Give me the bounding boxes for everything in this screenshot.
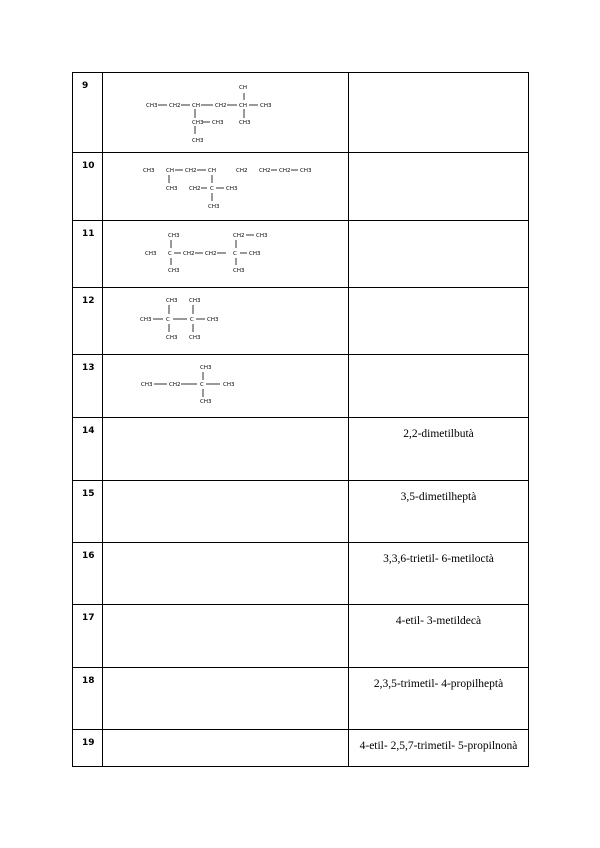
atom: CH2	[236, 168, 248, 174]
table-row	[73, 605, 529, 668]
atom: CH	[208, 168, 216, 174]
formula-cell	[103, 668, 349, 730]
row-number-cell	[73, 543, 103, 605]
atom: CH3	[256, 233, 268, 239]
atom: CH3	[208, 204, 220, 210]
table-row	[73, 418, 529, 481]
compound-name	[349, 221, 528, 231]
atom: CH3	[146, 103, 158, 109]
atom: CH2	[279, 168, 291, 174]
name-cell	[349, 605, 529, 668]
table-row	[73, 355, 529, 418]
atom: C	[233, 251, 237, 257]
name-cell	[349, 288, 529, 355]
name-cell	[349, 543, 529, 605]
row-number-cell	[73, 221, 103, 288]
atom: C	[210, 186, 214, 192]
row-number: 11	[82, 229, 95, 239]
compound-name: 4-etil- 2,5,7-trimetil- 5-propilnonà	[359, 740, 518, 752]
atom: CH3	[141, 382, 153, 388]
atom: CH3	[239, 120, 251, 126]
name-cell	[349, 730, 529, 767]
formula-cell	[103, 730, 349, 767]
atom: CH3	[189, 298, 201, 304]
row-number-cell	[73, 481, 103, 543]
row-number-cell	[73, 730, 103, 767]
table-row	[73, 153, 529, 221]
atom: CH2	[185, 168, 197, 174]
compound-name: 3,5-dimetilheptà	[400, 491, 477, 503]
atom: C	[200, 382, 204, 388]
formula-cell	[103, 221, 349, 288]
atom: CH3	[140, 317, 152, 323]
row-number-cell	[73, 418, 103, 481]
atom: CH	[166, 168, 174, 174]
atom: CH3	[212, 120, 224, 126]
formula-cell	[103, 355, 349, 418]
formula-cell	[103, 153, 349, 221]
atom: CH3	[226, 186, 238, 192]
compound-name: 3,3,6-trietil- 6-metiloctà	[383, 553, 494, 565]
name-cell	[349, 481, 529, 543]
atom: CH3	[166, 335, 178, 341]
atom: CH3	[166, 298, 178, 304]
row-number-cell	[73, 605, 103, 668]
row-number: 9	[82, 81, 89, 91]
name-cell	[349, 668, 529, 730]
compound-name	[349, 355, 528, 365]
name-cell	[349, 355, 529, 418]
atom: CH2	[259, 168, 271, 174]
compound-name	[349, 73, 528, 83]
structural-formula	[103, 288, 348, 354]
row-number: 13	[82, 363, 95, 373]
row-number-cell	[73, 153, 103, 221]
atom: CH3	[192, 120, 204, 126]
formula-cell	[103, 73, 349, 153]
atom: CH	[239, 85, 247, 91]
atom: CH3	[143, 168, 155, 174]
atom: CH3	[189, 335, 201, 341]
row-number-cell	[73, 288, 103, 355]
atom: CH2	[169, 103, 181, 109]
formula-cell	[103, 543, 349, 605]
compound-name	[349, 288, 528, 298]
row-number: 15	[82, 489, 95, 499]
atom: CH3	[249, 251, 261, 257]
atom: CH2	[215, 103, 227, 109]
row-number: 10	[82, 161, 95, 171]
atom: CH3	[300, 168, 312, 174]
compound-name: 2,3,5-trimetil- 4-propilheptà	[373, 678, 504, 690]
table-row	[73, 481, 529, 543]
atom: CH3	[166, 186, 178, 192]
atom: C	[168, 251, 172, 257]
atom: CH3	[223, 382, 235, 388]
name-cell	[349, 221, 529, 288]
atom: CH3	[168, 233, 180, 239]
row-number-cell	[73, 73, 103, 153]
structural-formula	[103, 73, 348, 152]
structural-formula	[103, 355, 348, 417]
exercise-table	[72, 72, 529, 767]
atom: CH	[192, 103, 200, 109]
name-cell	[349, 418, 529, 481]
row-number: 14	[82, 426, 95, 436]
atom: CH3	[200, 365, 212, 371]
table-row	[73, 543, 529, 605]
atom: CH3	[207, 317, 219, 323]
compound-name: 2,2-dimetilbutà	[403, 428, 474, 440]
formula-cell	[103, 418, 349, 481]
compound-name	[349, 153, 528, 163]
atom: CH3	[192, 138, 204, 144]
structural-formula	[103, 153, 348, 220]
row-number: 18	[82, 676, 95, 686]
formula-cell	[103, 288, 349, 355]
row-number: 19	[82, 738, 95, 748]
name-cell	[349, 73, 529, 153]
row-number: 16	[82, 551, 95, 561]
row-number: 12	[82, 296, 95, 306]
structural-formula	[103, 221, 348, 287]
atom: CH	[239, 103, 247, 109]
atom: CH3	[168, 268, 180, 274]
formula-cell	[103, 605, 349, 668]
table-row	[73, 221, 529, 288]
atom: CH3	[200, 399, 212, 405]
table-row	[73, 668, 529, 730]
atom: CH2	[189, 186, 201, 192]
atom: CH2	[205, 251, 217, 257]
atom: CH3	[233, 268, 245, 274]
name-cell	[349, 153, 529, 221]
atom: CH3	[145, 251, 157, 257]
table-row	[73, 730, 529, 767]
formula-cell	[103, 481, 349, 543]
table-row	[73, 288, 529, 355]
atom: C	[190, 317, 194, 323]
atom: CH2	[233, 233, 245, 239]
atom: CH2	[183, 251, 195, 257]
atom: CH2	[169, 382, 181, 388]
atom: C	[166, 317, 170, 323]
row-number-cell	[73, 355, 103, 418]
compound-name: 4-etil- 3-metildecà	[395, 615, 482, 627]
row-number-cell	[73, 668, 103, 730]
row-number: 17	[82, 613, 95, 623]
atom: CH3	[260, 103, 272, 109]
table-row	[73, 73, 529, 153]
